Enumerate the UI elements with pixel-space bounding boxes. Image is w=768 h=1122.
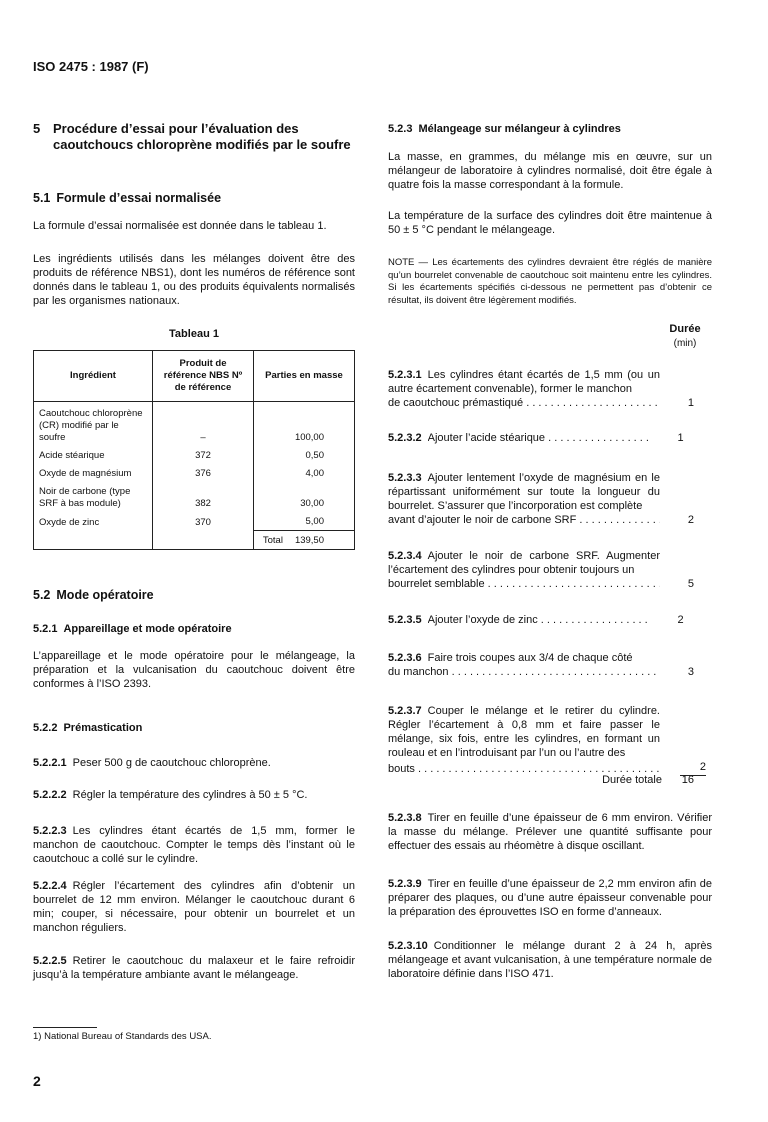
reference-cell: – xyxy=(153,402,254,447)
step-text-last-line: de caoutchouc prémastiqué . . . xyxy=(388,397,660,409)
procedure-step xyxy=(388,811,712,853)
table-row xyxy=(34,402,355,447)
step-text: Ajouter le noir de carbone SRF. Augmenter l’écartement des cylindres pour obtenir toujours un xyxy=(388,550,660,576)
paragraph: La température de la surface des cylindres doit être maintenue à 50 ± 5 °C pendant le mélangeage. xyxy=(388,210,712,236)
duration-header: Durée xyxy=(669,323,701,335)
mixing-step xyxy=(388,704,712,776)
step-number: 5.2.3.6 xyxy=(388,652,422,664)
table-row xyxy=(34,482,355,512)
paragraph: La formule d’essai normalisée est donnée dans le tableau 1. xyxy=(33,220,327,232)
step-number: 5.2.3.1 xyxy=(388,369,422,381)
step-duration: 5 xyxy=(687,578,694,590)
step-duration: 2 xyxy=(687,514,694,526)
total-cell xyxy=(254,531,355,550)
ingredient-cell: Oxyde de magnésium xyxy=(34,464,153,482)
step-text: Les cylindres étant écartés de 1,5 mm, former le manchon de caoutchouc. Compter le temps dès l’instant où le caoutchouc a collé sur le cylindre. xyxy=(33,825,355,865)
mass-cell: 5,00 xyxy=(254,512,355,531)
mixing-step xyxy=(388,431,712,445)
step-number: 5.2.2.2 xyxy=(33,789,67,801)
column-header: Produit de référence NBS Nº de référence xyxy=(153,351,254,402)
document-header: ISO 2475 : 1987 (F) xyxy=(33,59,149,74)
section-number: 5.2.3 xyxy=(388,123,413,135)
section-title: Prémastication xyxy=(63,722,143,734)
reference-cell: 370 xyxy=(153,512,254,531)
paragraph: La masse, en grammes, du mélange mis en œuvre, sur un mélangeur de laboratoire à cylindres normalisé, doit être égale à quatre fois la masse correspondant à la formule. xyxy=(388,151,712,191)
step-text-last-line: bouts . . . xyxy=(388,763,660,775)
procedure-step xyxy=(33,879,355,935)
step-text: Couper le mélange et le retirer du cylindre. Régler l’écartement à 0,8 mm et faire passer le mélange, six fois, entre les cylindres, en formant un rouleau et en l’introduisant par l’un ou l’autre des xyxy=(388,705,660,759)
step-number: 5.2.3.8 xyxy=(388,812,422,824)
table-row xyxy=(34,446,355,464)
step-duration: 3 xyxy=(687,666,694,678)
table-row xyxy=(34,464,355,482)
section-5-2-1-heading xyxy=(33,622,355,636)
mixing-step xyxy=(388,651,712,679)
step-text: Régler l’écartement des cylindres afin d’obtenir un bourrelet de 12 mm environ. Mélanger le caoutchouc durant 6 min; couper, si nécessaire, pour obtenir un bourrelet et un manchon réguliers. xyxy=(33,880,355,934)
step-text: Ajouter lentement l’oxyde de magnésium en le répartissant uniformément sur toute la longueur du bourrelet. S’assurer que l’incorporation est complète xyxy=(388,472,660,512)
step-number: 5.2.3.10 xyxy=(388,940,428,952)
table-total-row xyxy=(34,531,355,550)
step-number: 5.2.2.4 xyxy=(33,880,67,892)
step-text: Conditionner le mélange durant 2 à 24 h, après mélangeage et avant vulcanisation, à une température normale de laboratoire définie dans l’ISO 471. xyxy=(388,940,712,980)
mass-cell: 100,00 xyxy=(254,402,355,447)
page-number: 2 xyxy=(33,1073,41,1089)
section-5-1-heading xyxy=(33,191,355,206)
mixing-step xyxy=(388,549,712,591)
ingredient-cell: Oxyde de zinc xyxy=(34,512,153,531)
step-number: 5.2.2.1 xyxy=(33,757,67,769)
procedure-step xyxy=(33,756,355,770)
table-row xyxy=(34,512,355,531)
mass-cell: 4,00 xyxy=(254,464,355,482)
reference-cell: 376 xyxy=(153,464,254,482)
section-5-2-2-heading xyxy=(33,721,355,735)
step-number: 5.2.3.2 xyxy=(388,432,422,444)
total-label: Total xyxy=(262,535,283,546)
table-title: Tableau 1 xyxy=(169,328,219,340)
step-text: Tirer en feuille d’une épaisseur de 6 mm environ. Vérifier la masse du mélange. Prélever une quantité suffisante pour effectuer des essais au rhéomètre à disque oscillant. xyxy=(388,812,712,852)
section-number: 5.2.1 xyxy=(33,623,58,635)
step-text: Les cylindres étant écartés de 1,5 mm (ou un autre écartement convenable), former le manchon xyxy=(388,369,660,395)
section-number: 5 xyxy=(33,121,41,136)
step-text-last-line: avant d’ajouter le noir de carbone SRF . . . xyxy=(388,514,660,526)
step-number: 5.2.2.5 xyxy=(33,955,67,967)
step-text-last-line: du manchon . . . xyxy=(388,666,660,678)
procedure-step xyxy=(388,939,712,981)
ingredient-cell: Noir de carbone (type SRF à bas module) xyxy=(34,482,153,512)
footnote: 1) National Bureau of Standards des USA. xyxy=(33,1031,212,1042)
section-5-2-3-heading xyxy=(388,122,712,136)
step-text: Peser 500 g de caoutchouc chloroprène. xyxy=(72,757,271,769)
procedure-step xyxy=(33,788,355,802)
step-duration-value: 2 xyxy=(680,760,706,776)
ingredient-cell: Acide stéarique xyxy=(34,446,153,464)
step-text: Faire trois coupes aux 3/4 de chaque côté xyxy=(427,652,633,664)
step-number: 5.2.3.5 xyxy=(388,614,422,626)
step-duration: 1 xyxy=(687,397,694,409)
step-text: Retirer le caoutchouc du malaxeur et le faire refroidir jusqu’à la température ambiante avant le mélangeage. xyxy=(33,955,355,981)
mass-cell: 30,00 xyxy=(254,482,355,512)
step-text: Régler la température des cylindres à 50 ± 5 °C. xyxy=(72,789,308,801)
step-text: Ajouter l’oxyde de zinc . . . xyxy=(428,614,650,626)
note: NOTE — Les écartements des cylindres devraient être réglés de manière qu’un bourrelet convenable de caoutchouc soit maintenu entre les cylindres. Si les écartements spécifiés ci-dessous ne permettent pas d’obtenir ce résultat, ils doivent être légèrement modifiés. xyxy=(388,257,712,306)
ingredient-cell: Caoutchouc chloroprène (CR) modifié par le soufre xyxy=(34,402,153,447)
section-title: Mode opératoire xyxy=(56,588,154,602)
procedure-step xyxy=(388,877,712,919)
step-number: 5.2.3.9 xyxy=(388,878,422,890)
step-text: Tirer en feuille d’une épaisseur de 2,2 mm environ afin de préparer des plaques, ou d’une autre épaisseur convenable pour la préparation des éprouvettes ISO en forme d’anneaux. xyxy=(388,878,712,918)
step-number: 5.2.2.3 xyxy=(33,825,67,837)
step-number: 5.2.3.3 xyxy=(388,472,422,484)
total-label: Durée totale xyxy=(602,774,662,786)
step-number: 5.2.3.4 xyxy=(388,550,422,562)
procedure-step xyxy=(33,824,355,866)
section-title: Mélangeage sur mélangeur à cylindres xyxy=(418,123,621,135)
total-duration xyxy=(388,773,712,787)
section-title: Procédure d’essai pour l’évaluation des caoutchoucs chloroprène modifiés par le soufre xyxy=(53,121,351,152)
section-number: 5.1 xyxy=(33,191,51,205)
section-number: 5.2.2 xyxy=(33,722,58,734)
procedure-step xyxy=(33,954,355,982)
step-number: 5.2.3.7 xyxy=(388,705,422,717)
table-1 xyxy=(33,350,355,550)
footnote-divider xyxy=(33,1027,97,1028)
section-title: Formule d’essai normalisée xyxy=(56,191,222,205)
mixing-step xyxy=(388,368,712,410)
mass-cell: 0,50 xyxy=(254,446,355,464)
step-text-last-line: bourrelet semblable . . . xyxy=(388,578,660,590)
section-title: Appareillage et mode opératoire xyxy=(63,623,232,635)
total-value: 16 xyxy=(681,774,694,786)
section-number: 5.2 xyxy=(33,588,51,602)
column-header: Ingrédient xyxy=(34,351,153,402)
total-value: 139,50 xyxy=(294,535,324,546)
step-duration: 1 xyxy=(677,432,684,444)
paragraph: Les ingrédients utilisés dans les mélanges doivent être des produits de référence NBS1), dont les numéros de référence sont donnés dans le tableau 1, ou des produits équivalents normalisés par les organismes nationaux. xyxy=(33,253,355,307)
column-header: Parties en masse xyxy=(254,351,355,402)
section-5-heading xyxy=(33,121,355,153)
mixing-step xyxy=(388,471,712,527)
duration-unit: (min) xyxy=(673,338,697,349)
reference-cell: 382 xyxy=(153,482,254,512)
step-text: Ajouter l’acide stéarique . . . xyxy=(428,432,650,444)
paragraph: L’appareillage et le mode opératoire pour le mélangeage, la préparation et la vulcanisation du caoutchouc doivent être conformes à l’ISO 2393. xyxy=(33,650,355,690)
reference-cell: 372 xyxy=(153,446,254,464)
step-duration: 2 xyxy=(677,614,684,626)
section-5-2-heading xyxy=(33,588,355,603)
mixing-step xyxy=(388,613,712,627)
